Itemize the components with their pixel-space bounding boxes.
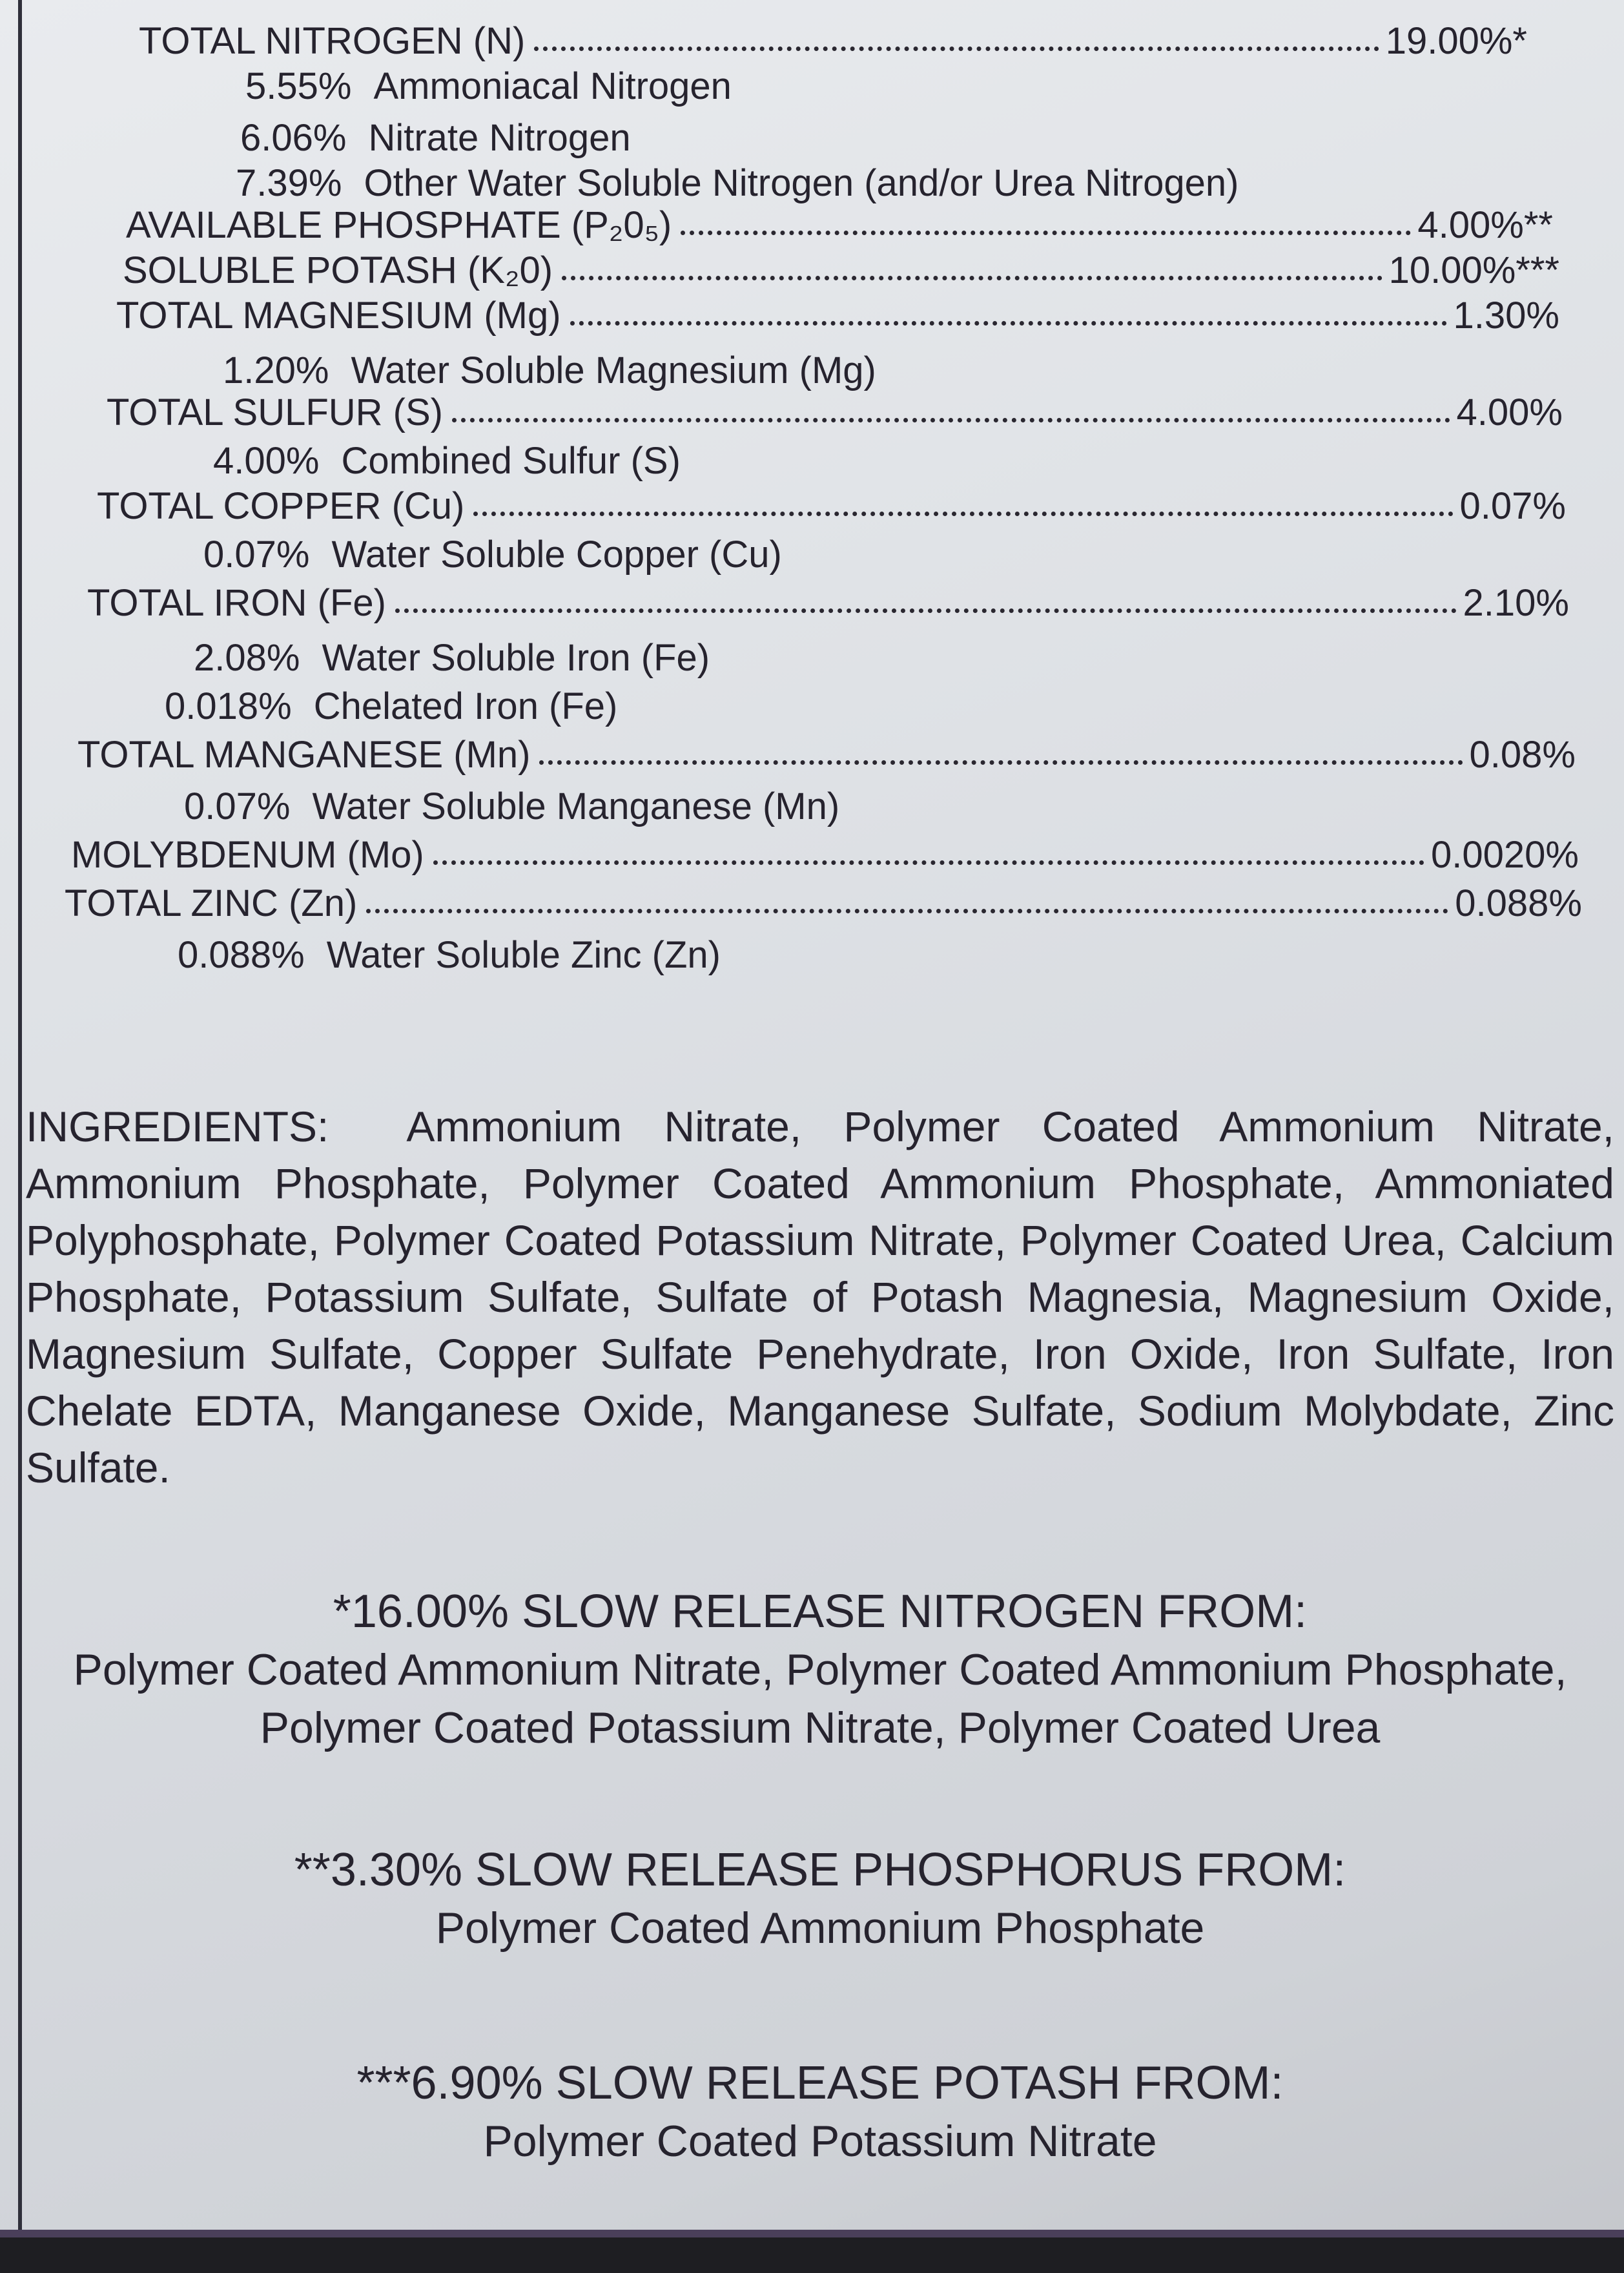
analysis-subitem [240,116,631,160]
sub-percent: 0.088% [178,934,305,976]
analysis-subitem [236,161,1239,205]
leader-dots [366,909,1448,913]
analysis-name: SOLUBLE POTASH (K₂0) [123,249,553,291]
analysis-row [87,581,1569,625]
analysis-row [77,733,1576,776]
sub-percent: 0.018% [165,685,292,727]
analysis-name: TOTAL COPPER (Cu) [97,485,465,527]
analysis-name: TOTAL NITROGEN (N) [139,20,526,62]
ingredients-heading: INGREDIENTS: [26,1103,329,1150]
sub-label: Water Soluble Iron (Fe) [322,637,710,679]
sub-label: Chelated Iron (Fe) [313,685,618,727]
sub-label: Nitrate Nitrogen [368,117,631,159]
leader-dots [452,418,1450,422]
analysis-value: 4.00% [1456,391,1563,433]
background-surface [0,2237,1624,2273]
analysis-name: MOLYBDENUM (Mo) [71,834,424,876]
sub-percent: 5.55% [245,65,352,107]
analysis-row [139,19,1527,63]
sub-label: Water Soluble Magnesium (Mg) [351,349,876,391]
leader-dots [473,512,1453,516]
sub-label: Ammoniacal Nitrogen [373,65,732,107]
analysis-subitem [165,685,617,728]
analysis-value: 4.00%** [1417,204,1553,246]
sub-percent: 4.00% [213,440,320,482]
analysis-value: 0.07% [1459,485,1566,527]
analysis-name: TOTAL IRON (Fe) [87,582,386,624]
analysis-subitem [245,65,732,108]
analysis-row [126,203,1553,247]
analysis-name: TOTAL MAGNESIUM (Mg) [116,295,561,337]
sub-label: Other Water Soluble Nitrogen (and/or Urea Nitrogen) [364,162,1239,204]
analysis-row [116,294,1559,337]
sub-percent: 0.07% [184,785,291,827]
slow-release-note-potash [39,2054,1601,2170]
sub-label: Water Soluble Zinc (Zn) [326,934,721,976]
sub-label: Water Soluble Manganese (Mn) [312,785,840,827]
analysis-name: TOTAL ZINC (Zn) [65,882,358,924]
note-title: **3.30% SLOW RELEASE PHOSPHORUS FROM: [294,1844,1346,1896]
analysis-name: TOTAL MANGANESE (Mn) [77,734,531,776]
analysis-value: 0.08% [1469,734,1576,776]
analysis-value: 2.10% [1463,582,1569,624]
note-line: Polymer Coated Ammonium Nitrate, Polymer Coated Ammonium Phosphate, [73,1645,1567,1694]
ingredients-block [26,1098,1614,1496]
analysis-value: 1.30% [1453,295,1559,337]
slow-release-note-nitrogen [39,1583,1601,1757]
note-line: Polymer Coated Ammonium Phosphate [435,1904,1205,1953]
analysis-name: TOTAL SULFUR (S) [107,391,443,433]
note-title: ***6.90% SLOW RELEASE POTASH FROM: [356,2057,1284,2109]
left-border-line [18,0,22,2273]
sub-label: Water Soluble Copper (Cu) [331,534,782,576]
note-line: Polymer Coated Potassium Nitrate, Polymer Coated Urea [260,1703,1381,1752]
analysis-value: 19.00%* [1385,20,1527,62]
leader-dots [570,321,1447,326]
analysis-row [123,249,1559,292]
analysis-value: 0.088% [1455,882,1582,924]
sub-label: Combined Sulfur (S) [341,440,681,482]
bottom-border-line [0,2230,1624,2237]
leader-dots [562,276,1382,280]
analysis-subitem [178,933,721,977]
sub-percent: 0.07% [203,534,310,576]
analysis-row [65,882,1582,925]
ingredients-text: Ammonium Nitrate, Polymer Coated Ammonium Nitrate, Ammonium Phosphate, Polymer Coated Ammonium Phosphate, Ammoniated Polyphosphate, Polymer Coated Potassium Nitrate, Polymer Coated Urea, Calcium Phosphate, Potassium Sulfate, Sulfate of Potash Magnesia, Magnesium Oxide, Magnesium Sulfate, Copper Sulfate Penehydrate, Iron Oxide, Iron Sulfate, Iron Chelate EDTA, Manganese Oxide, Manganese Sulfate, Sodium Molybdate, Zinc Sulfate. [26,1103,1614,1491]
analysis-subitem [184,785,839,828]
sub-percent: 7.39% [236,162,342,204]
leader-dots [539,760,1463,765]
slow-release-note-phosphorus [39,1841,1601,1957]
analysis-subitem [194,636,710,680]
note-line: Polymer Coated Potassium Nitrate [483,2117,1157,2166]
note-title: *16.00% SLOW RELEASE NITROGEN FROM: [333,1586,1308,1637]
analysis-row [107,391,1563,434]
sub-percent: 1.20% [223,349,329,391]
analysis-subitem [223,349,876,392]
analysis-row [97,484,1566,528]
analysis-name: AVAILABLE PHOSPHATE (P₂0₅) [126,204,672,246]
sub-percent: 6.06% [240,117,347,159]
leader-dots [681,231,1411,235]
analysis-row [71,833,1579,877]
leader-dots [395,608,1457,613]
leader-dots [534,47,1379,51]
analysis-subitem [213,439,681,483]
analysis-subitem [203,533,782,576]
analysis-value: 10.00%*** [1388,249,1559,291]
leader-dots [433,860,1424,865]
analysis-value: 0.0020% [1431,834,1579,876]
sub-percent: 2.08% [194,637,300,679]
